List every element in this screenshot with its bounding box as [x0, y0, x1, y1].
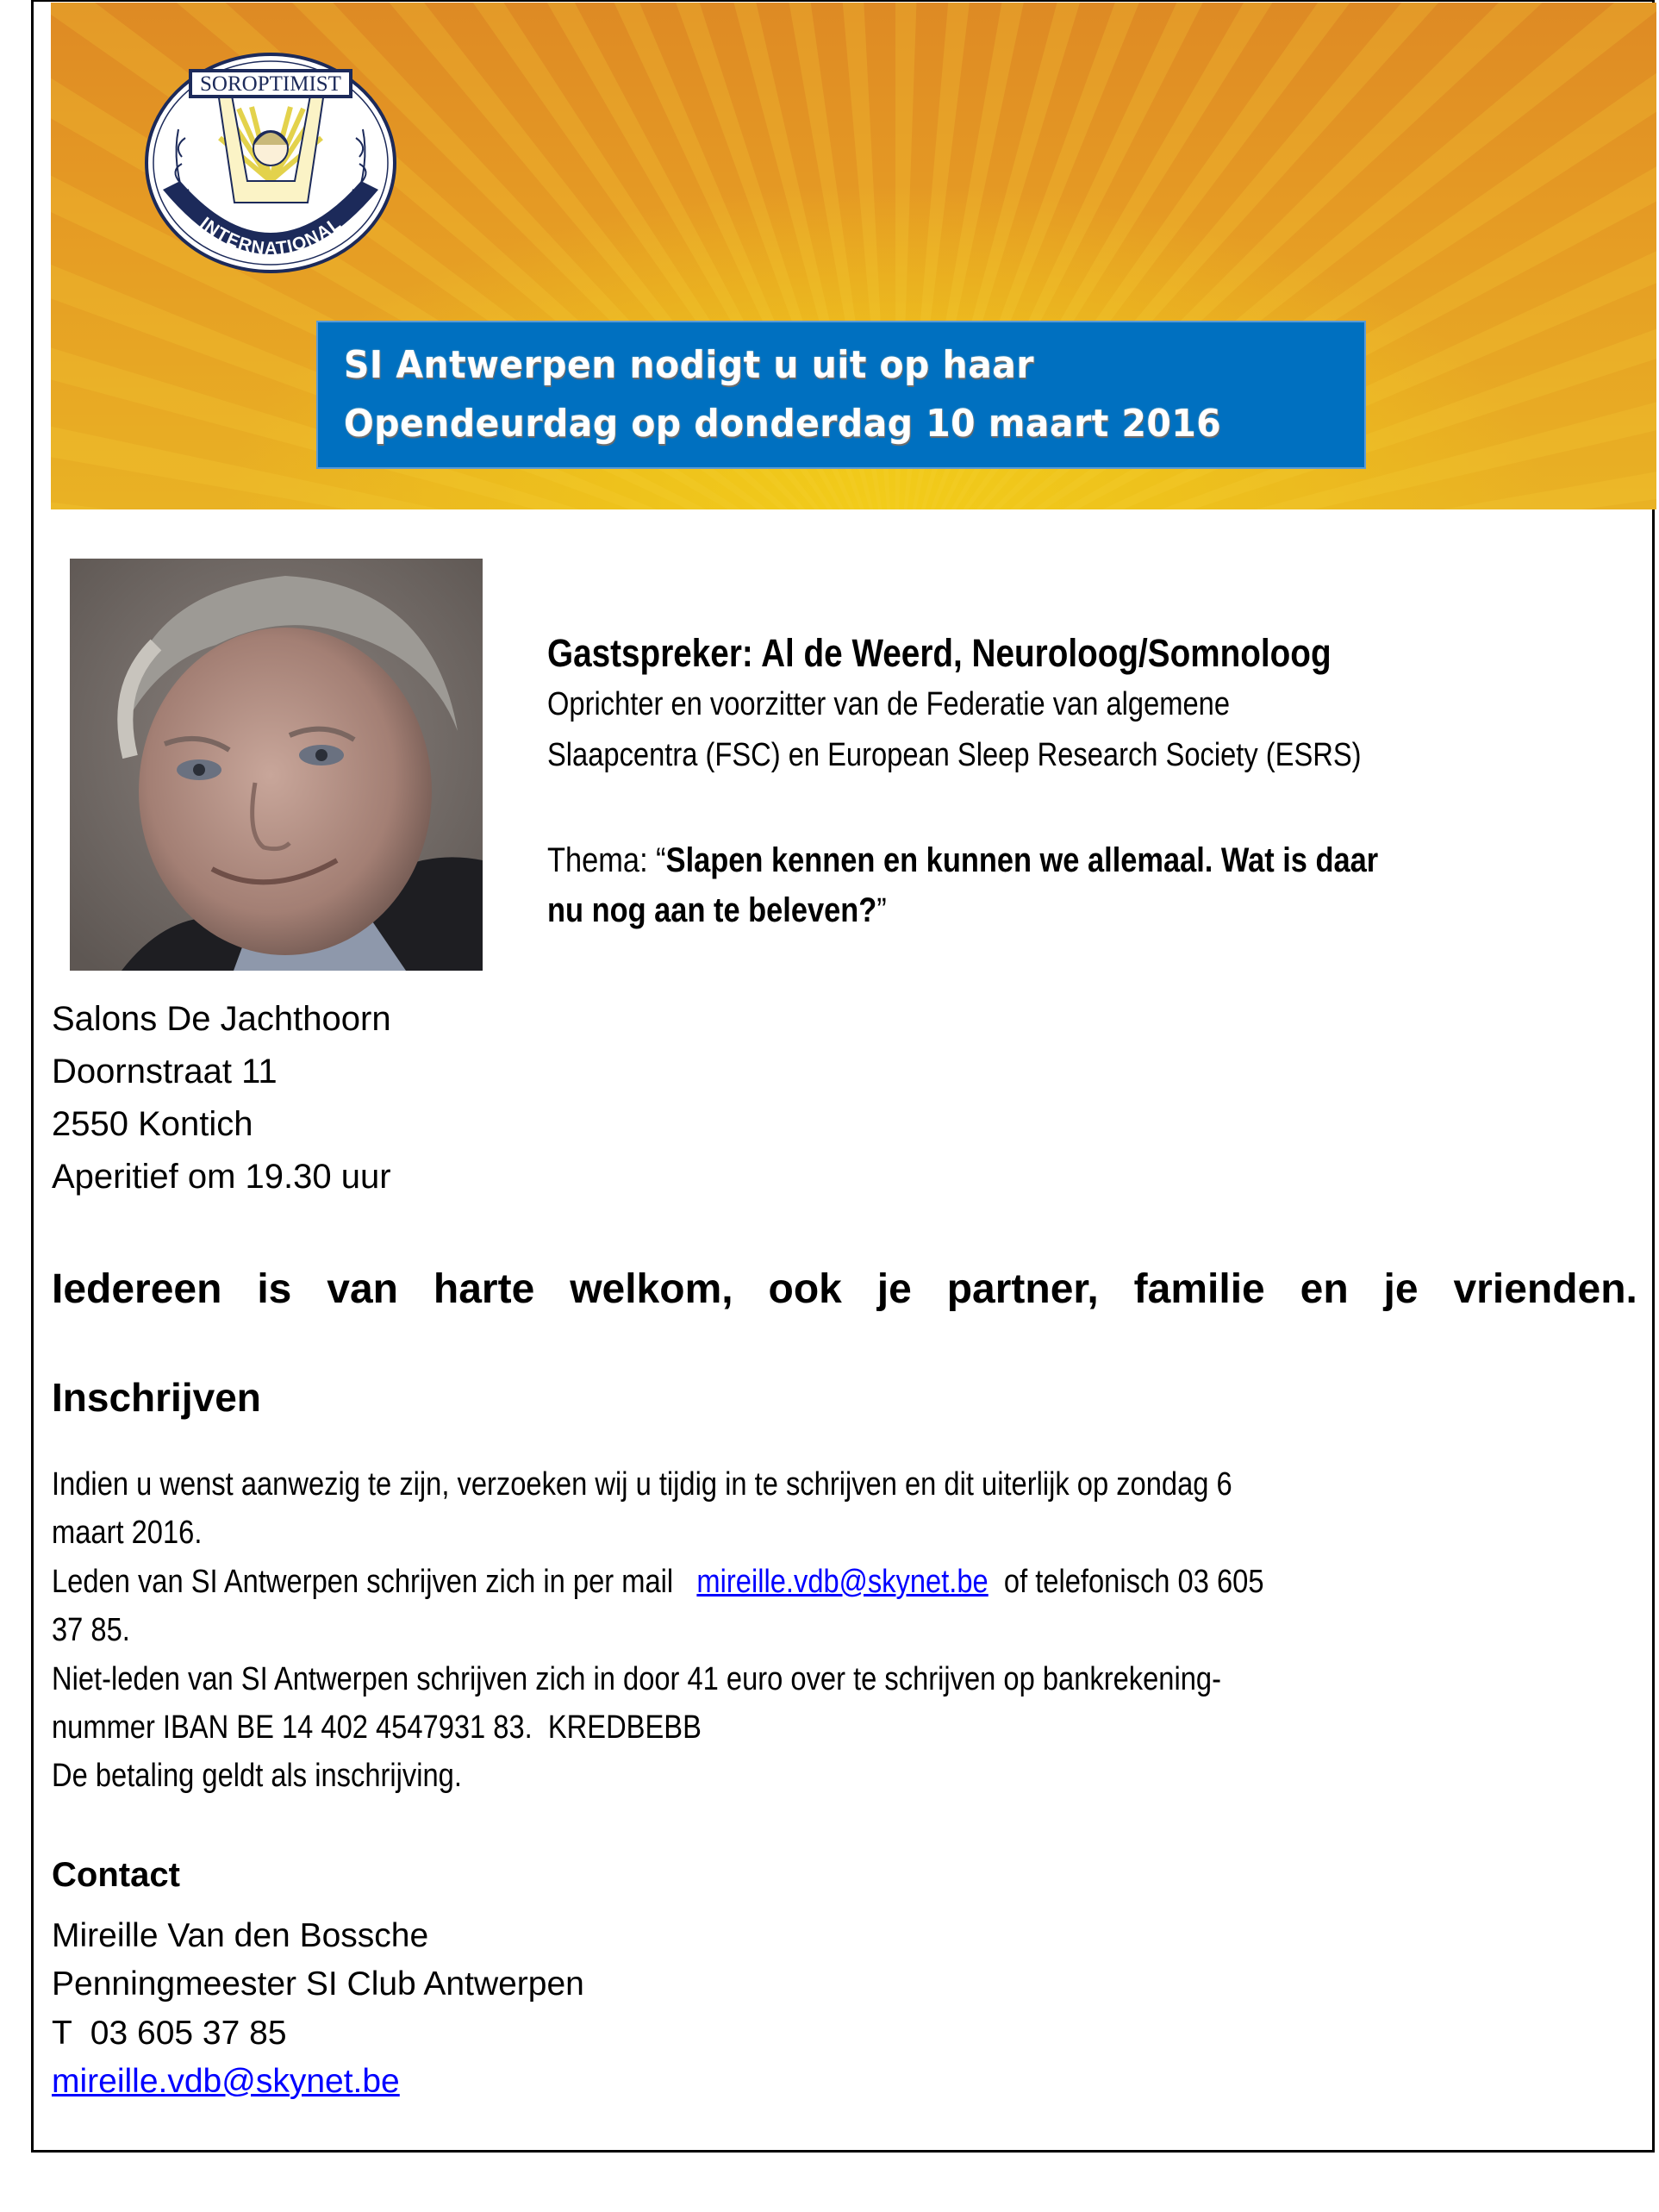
contact-heading: Contact — [52, 1856, 180, 1894]
theme-open-quote: “ — [656, 841, 666, 879]
welcome-word: welkom, — [570, 1266, 733, 1312]
theme-close-quote: ” — [876, 891, 887, 929]
speaker-info — [547, 628, 1494, 781]
venue-street: Doornstraat 11 — [52, 1053, 278, 1090]
venue-name: Salons De Jachthoorn — [52, 1000, 391, 1038]
welcome-word: van — [327, 1266, 398, 1312]
registration-email-link[interactable]: mireille.vdb@skynet.be — [696, 1563, 989, 1600]
speaker-description-line-1: Oprichter en voorzitter van de Federatie van algemene — [547, 686, 1231, 722]
registration-line-3 — [52, 1558, 1264, 1606]
registration-phone-text: of telefonisch 03 605 — [988, 1563, 1264, 1600]
registration-line-4: 37 85. — [52, 1612, 130, 1649]
logo-top-text: SOROPTIMIST — [200, 72, 341, 96]
registration-line-5: Niet-leden van SI Antwerpen schrijven zich in door 41 euro over te schrijven op bankrekening- — [52, 1660, 1221, 1697]
event-title-line-1: SI Antwerpen nodigt u uit op haar — [344, 343, 1035, 387]
registration-text — [52, 1460, 1461, 1801]
venue-aperitif-time: Aperitief om 19.30 uur — [52, 1158, 391, 1196]
registration-line-2: maart 2016. — [52, 1515, 203, 1552]
contact-phone: T 03 605 37 85 — [52, 2014, 287, 2052]
welcome-word: harte — [433, 1266, 535, 1312]
welcome-word: ook — [768, 1266, 842, 1312]
talk-theme — [547, 835, 1513, 935]
welcome-word: partner, — [946, 1266, 1099, 1312]
theme-label: Thema: — [547, 841, 657, 879]
speaker-photo — [70, 559, 483, 971]
logo-bottom-text: INTERNATIONAL — [196, 213, 346, 259]
welcome-word: is — [257, 1266, 292, 1312]
contact-email-link[interactable]: mireille.vdb@skynet.be — [52, 2062, 400, 2100]
venue-city: 2550 Kontich — [52, 1105, 253, 1143]
speaker-portrait-icon — [70, 559, 483, 971]
event-title-box — [316, 321, 1366, 469]
speaker-description-line-2: Slaapcentra (FSC) en European Sleep Research Society (ESRS) — [547, 737, 1362, 773]
registration-iban-line: nummer IBAN BE 14 402 4547931 83. KREDBEBB — [52, 1709, 702, 1746]
header-banner — [51, 3, 1656, 509]
welcome-word: en — [1300, 1266, 1349, 1312]
theme-title-line-1: Slapen kennen en kunnen we allemaal. Wat is daar — [665, 841, 1379, 879]
event-title-line-2: Opendeurdag op donderdag 10 maart 2016 — [344, 402, 1222, 446]
contact-name: Mireille Van den Bossche — [52, 1917, 429, 1954]
welcome-word: Iedereen — [52, 1266, 222, 1312]
registration-line-1: Indien u wenst aanwezig te zijn, verzoeken wij u tijdig in te schrijven en dit uiterlijk op zondag 6 — [52, 1466, 1232, 1503]
welcome-word: je — [1383, 1266, 1419, 1312]
welcome-message — [52, 1264, 1637, 1315]
soroptimist-logo-icon — [144, 52, 397, 274]
registration-members-text: Leden van SI Antwerpen schrijven zich in per mail — [52, 1563, 697, 1600]
venue-address — [52, 993, 391, 1203]
welcome-word: je — [876, 1266, 912, 1312]
contact-role: Penningmeester SI Club Antwerpen — [52, 1965, 584, 2003]
registration-line-7: De betaling geldt als inschrijving. — [52, 1758, 462, 1795]
speaker-heading: Gastspreker: Al de Weerd, Neuroloog/Somnoloog — [547, 631, 1332, 675]
welcome-word: vrienden. — [1453, 1266, 1637, 1312]
contact-block — [52, 1912, 584, 2106]
registration-heading: Inschrijven — [52, 1375, 261, 1420]
welcome-word: familie — [1133, 1266, 1265, 1312]
theme-title-line-2: nu nog aan te beleven? — [547, 891, 877, 929]
